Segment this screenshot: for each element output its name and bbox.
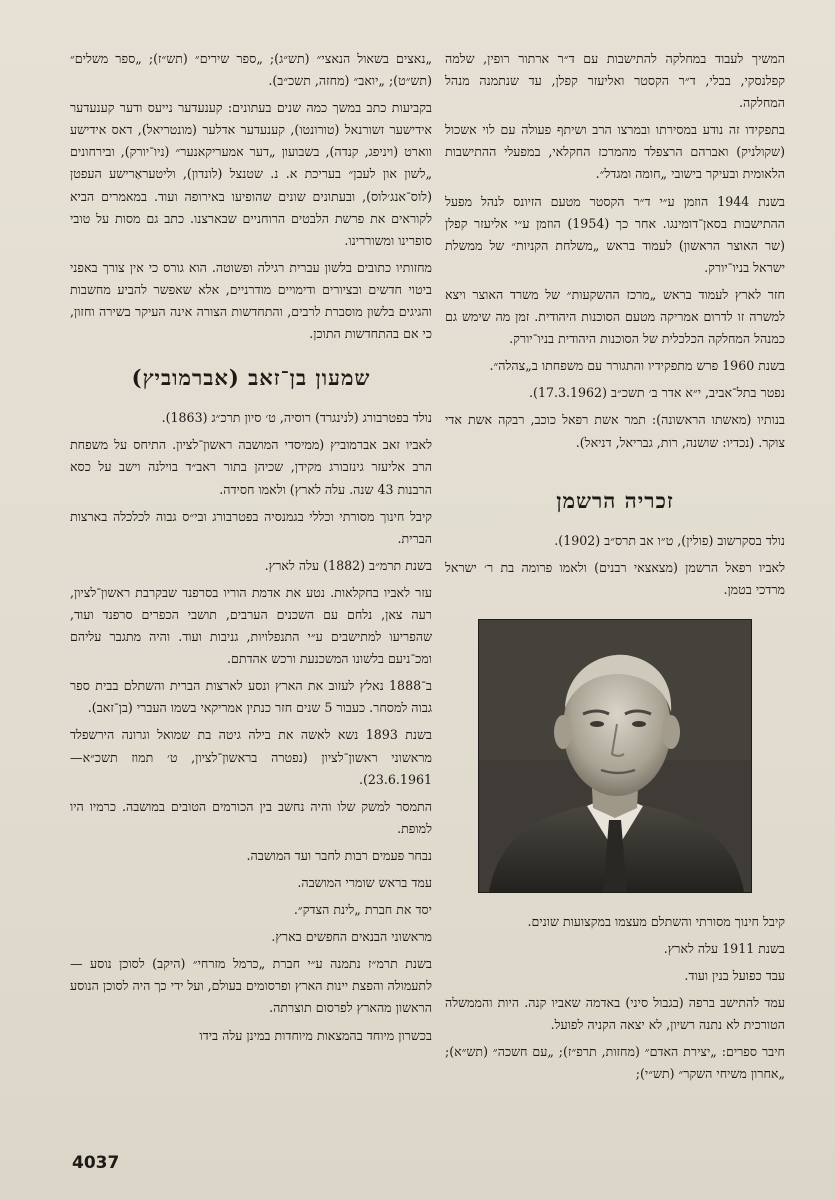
paragraph: המשיך לעבוד במחלקה להתישבות עם ד״ר ארתור רופין, שלמה קפלנסקי, בבלי, ד״ר הקסטר ואליעזר קפלן, עד שנתמנה מנהל המחלקה. bbox=[445, 51, 785, 111]
paragraph: בנותיו (מאשתו הראשונה): תמר אשת רפאל כוכב, רבקה אשת אדי צוקר. (נכדיו: שושנה, רות, גבריאל, דניאל). bbox=[445, 412, 785, 450]
paragraph: חזר לארץ לעמוד בראש „מרכז ההשקעות״ של משרד האוצר ויצא למשרה זו לדרום אמריקה מטעם הסוכנות היהודית. זמן מה שימש גם כמנהל המחלקה הכלכלית של הסוכנות היהודית בניו־יורק. bbox=[445, 286, 785, 347]
paragraph: יסד את חברת „לינת הצדק״. bbox=[293, 902, 432, 918]
page-number: 4037 bbox=[72, 1153, 120, 1173]
paragraph: עמד בראש שומרי המושבה. bbox=[297, 875, 432, 890]
paragraph: נולד בסקרשוב (פולין), ט״ו אב תרס״ב (1902). bbox=[554, 532, 785, 548]
paragraph: התמסר למשק שלו והיה נחשב בין הכורמים הטובים במושבה. כרמיו היו למופת. bbox=[70, 798, 432, 836]
paragraph: בשנת 1960 פרש מתפקידיו והתגורר עם משפחתו ב„צהלה״. bbox=[489, 358, 785, 374]
paragraph: נולד בפטרבורג (לנינגרד) רוסיה, ט׳ סיון תרכ״ג (1863). bbox=[161, 410, 432, 426]
paragraph: קיבל חינוך מסורתי והשתלם מעצמו במקצועות שונים. bbox=[527, 913, 785, 929]
paragraph: לאביו זאב אברמוביץ (ממיסדי המושבה ראשון־לציון. התיחס על משפחת הרב אליעזר גינזבורג מקידן, שכיהן בתור ראב״ד בוילנה וישב על כסא הרבנות 43 שנה. עלה לארץ) ולאמו חסידה. bbox=[70, 437, 432, 497]
paragraph: בקביעות כתב במשך כמה שנים בעתונים: קענעדער נייעס ודער קענעדער אידישער זשורנאל (טורונטו), קענעדער אדלער (מונטריאל), דאס אידישע ווארט (ויניפג, קנדה), בשבועון „דער אמעריקאנער״ (ניו־יורק), ובירחונים „לשון און לעבן״ בעריכת א. נ. שטנצל (לונדון), וליטעראַרישע העפטן (לוס־אנג׳לוס), ובעתונים שונים שהופיעו באירופה ועוד. במאמרים הביא לקוראים את פרשת הלבטים הרוחניים שבארצנו. כתב גם מסות על טובי סופרינו ומשוררינו. bbox=[70, 100, 432, 248]
paragraph: מראשוני הבנאים החפשים בארץ. bbox=[271, 929, 432, 945]
paragraph: ב־1888 נאלץ לעזוב את הארץ ונסע לארצות הברית והשתלם בבית ספר גבוה למסחר. כעבור 5 שנים חזר כנתין אמריקאי בשמו העברי (בן־זאב). bbox=[70, 678, 432, 716]
paragraph: עזר לאביו בחקלאות. נטע את אדמת הוריו בסרפנד שבקרבת ראשון־לציון, רעה צאן, נלחם עם השכנים הערבים, תושבי הכפרים סרפנד ועוד, שהפריעו למתישבים ע״י התנפלויות, גניבות ועוד. והיה מתגבר עליהם ומכ־ניעם בלשונו המשכנעת ורכש אהדתם. bbox=[70, 584, 432, 667]
paragraph: בשנת 1944 הוזמן ע״י ד״ר הקסטר מטעם הזיונס לנהל מפעל ההתישבות בסאן־דומינגו. אחר כך (1954) הוזמן ע״י אליעזר קפלן (שר האוצר הראשון) לעמוד בראש „משלחת הקניות״ של ממשלת ישראל בניו־יורק. bbox=[445, 193, 786, 275]
paragraph: נבחר פעמים רבות לחבר ועד המושבה. bbox=[246, 847, 432, 863]
paragraph: נפטר בתל־אביב, י״א אדר ב׳ תשכ״ב (17.3.1962). bbox=[529, 385, 785, 401]
paragraph: בשנת 1911 עלה לארץ. bbox=[663, 940, 785, 956]
paragraph: קיבל חינוך מסורתי וכללי בגמנסיה בפטרבורג ובי״ס גבוה לכלכלה בארצות הברית. bbox=[70, 508, 432, 546]
paragraph: עמד להתישב ברפה (בגבול סיני) באדמה שאביו קנה. היות והממשלה הטורכית לא נתנה רשיון, לא יצאה הקניה לפועל. bbox=[445, 995, 785, 1033]
paragraph: מחזותיו כתובים בלשון עברית רגילה ופשוטה. הוא גורס כי אין צורך באפני ביטוי חדשים ובציורים ודימויים מודרניים, אלא שאפשר להביע מחשבות והגיגים בלשון מוסברת לרבים, והתחדשות הצורה אינה העיקר בשירה וחזון, כי אם בהתחדשות התוכן. bbox=[70, 259, 432, 342]
portrait-photo bbox=[478, 619, 752, 893]
paragraph: „נאצים בשאול הנאצי״ (תש״ג); „ספר שירים״ (תש״ז); „ספר משלים״ (תש״ט); „יואב״ (מחזה, תשכ״ב). bbox=[70, 51, 432, 89]
paragraph: בשנת תרמ״ב (1882) עלה לארץ. bbox=[264, 557, 432, 573]
paragraph: בשנת תרמ״ז נתמנה ע״י חברת „כרמל מזרחי״ (היקב) לסוכן נוסע — לתעמולה והפצת יינות הארץ ופרסומים בעולם, ועל ידי כך היה לסוכן הנוסע הראשון מהארץ לפרסום תוצרתה. bbox=[70, 956, 432, 1016]
paragraph: עבד כפועל בנין ועוד. bbox=[684, 968, 785, 984]
paragraph: בשנת 1893 נשא לאשה את בילה גיטה בת שמואל וגרונה הירשפלד מראשוני ראשון־לציון (נפטרה בראשון־לציון, ט׳ תמוז תשכ״א—23.6.1961). bbox=[70, 727, 433, 787]
paragraph: חיבר ספרים: „יצירת האדם״ (מחזות, תרפ״ז); „עם חשכה״ (תש״א); „אחרון משיחי השקר״ (תש״י); bbox=[445, 1044, 785, 1082]
paragraph: לאביו רפאל הרשמן (מצאצאי רבנים) ולאמו פרומה בת ר׳ ישראל מרדכי בטמן. bbox=[445, 559, 785, 597]
entry-title-zechariah-hershman: זכריה הרשמן bbox=[556, 487, 674, 513]
entry-title-shimon-ben-zeev: שמעון בן־זאב (אברמוביץ) bbox=[131, 365, 371, 391]
paragraph: בתפקידו זה נודע במסירתו ובמרצו הרב ושיתף פעולה עם לוי אשכול (שקולניק) ואברהם הרצפלד מהמרכז החקלאי, במפעלי ההתישבות הלאומית ובעיקר בישובי „חומה ומגדל״. bbox=[445, 122, 785, 182]
paragraph: בכשרון מיוחד בהמצאות מיוחדות במינן עלה בידו bbox=[199, 1027, 432, 1043]
left-column bbox=[70, 48, 432, 1052]
right-column bbox=[445, 48, 785, 1091]
